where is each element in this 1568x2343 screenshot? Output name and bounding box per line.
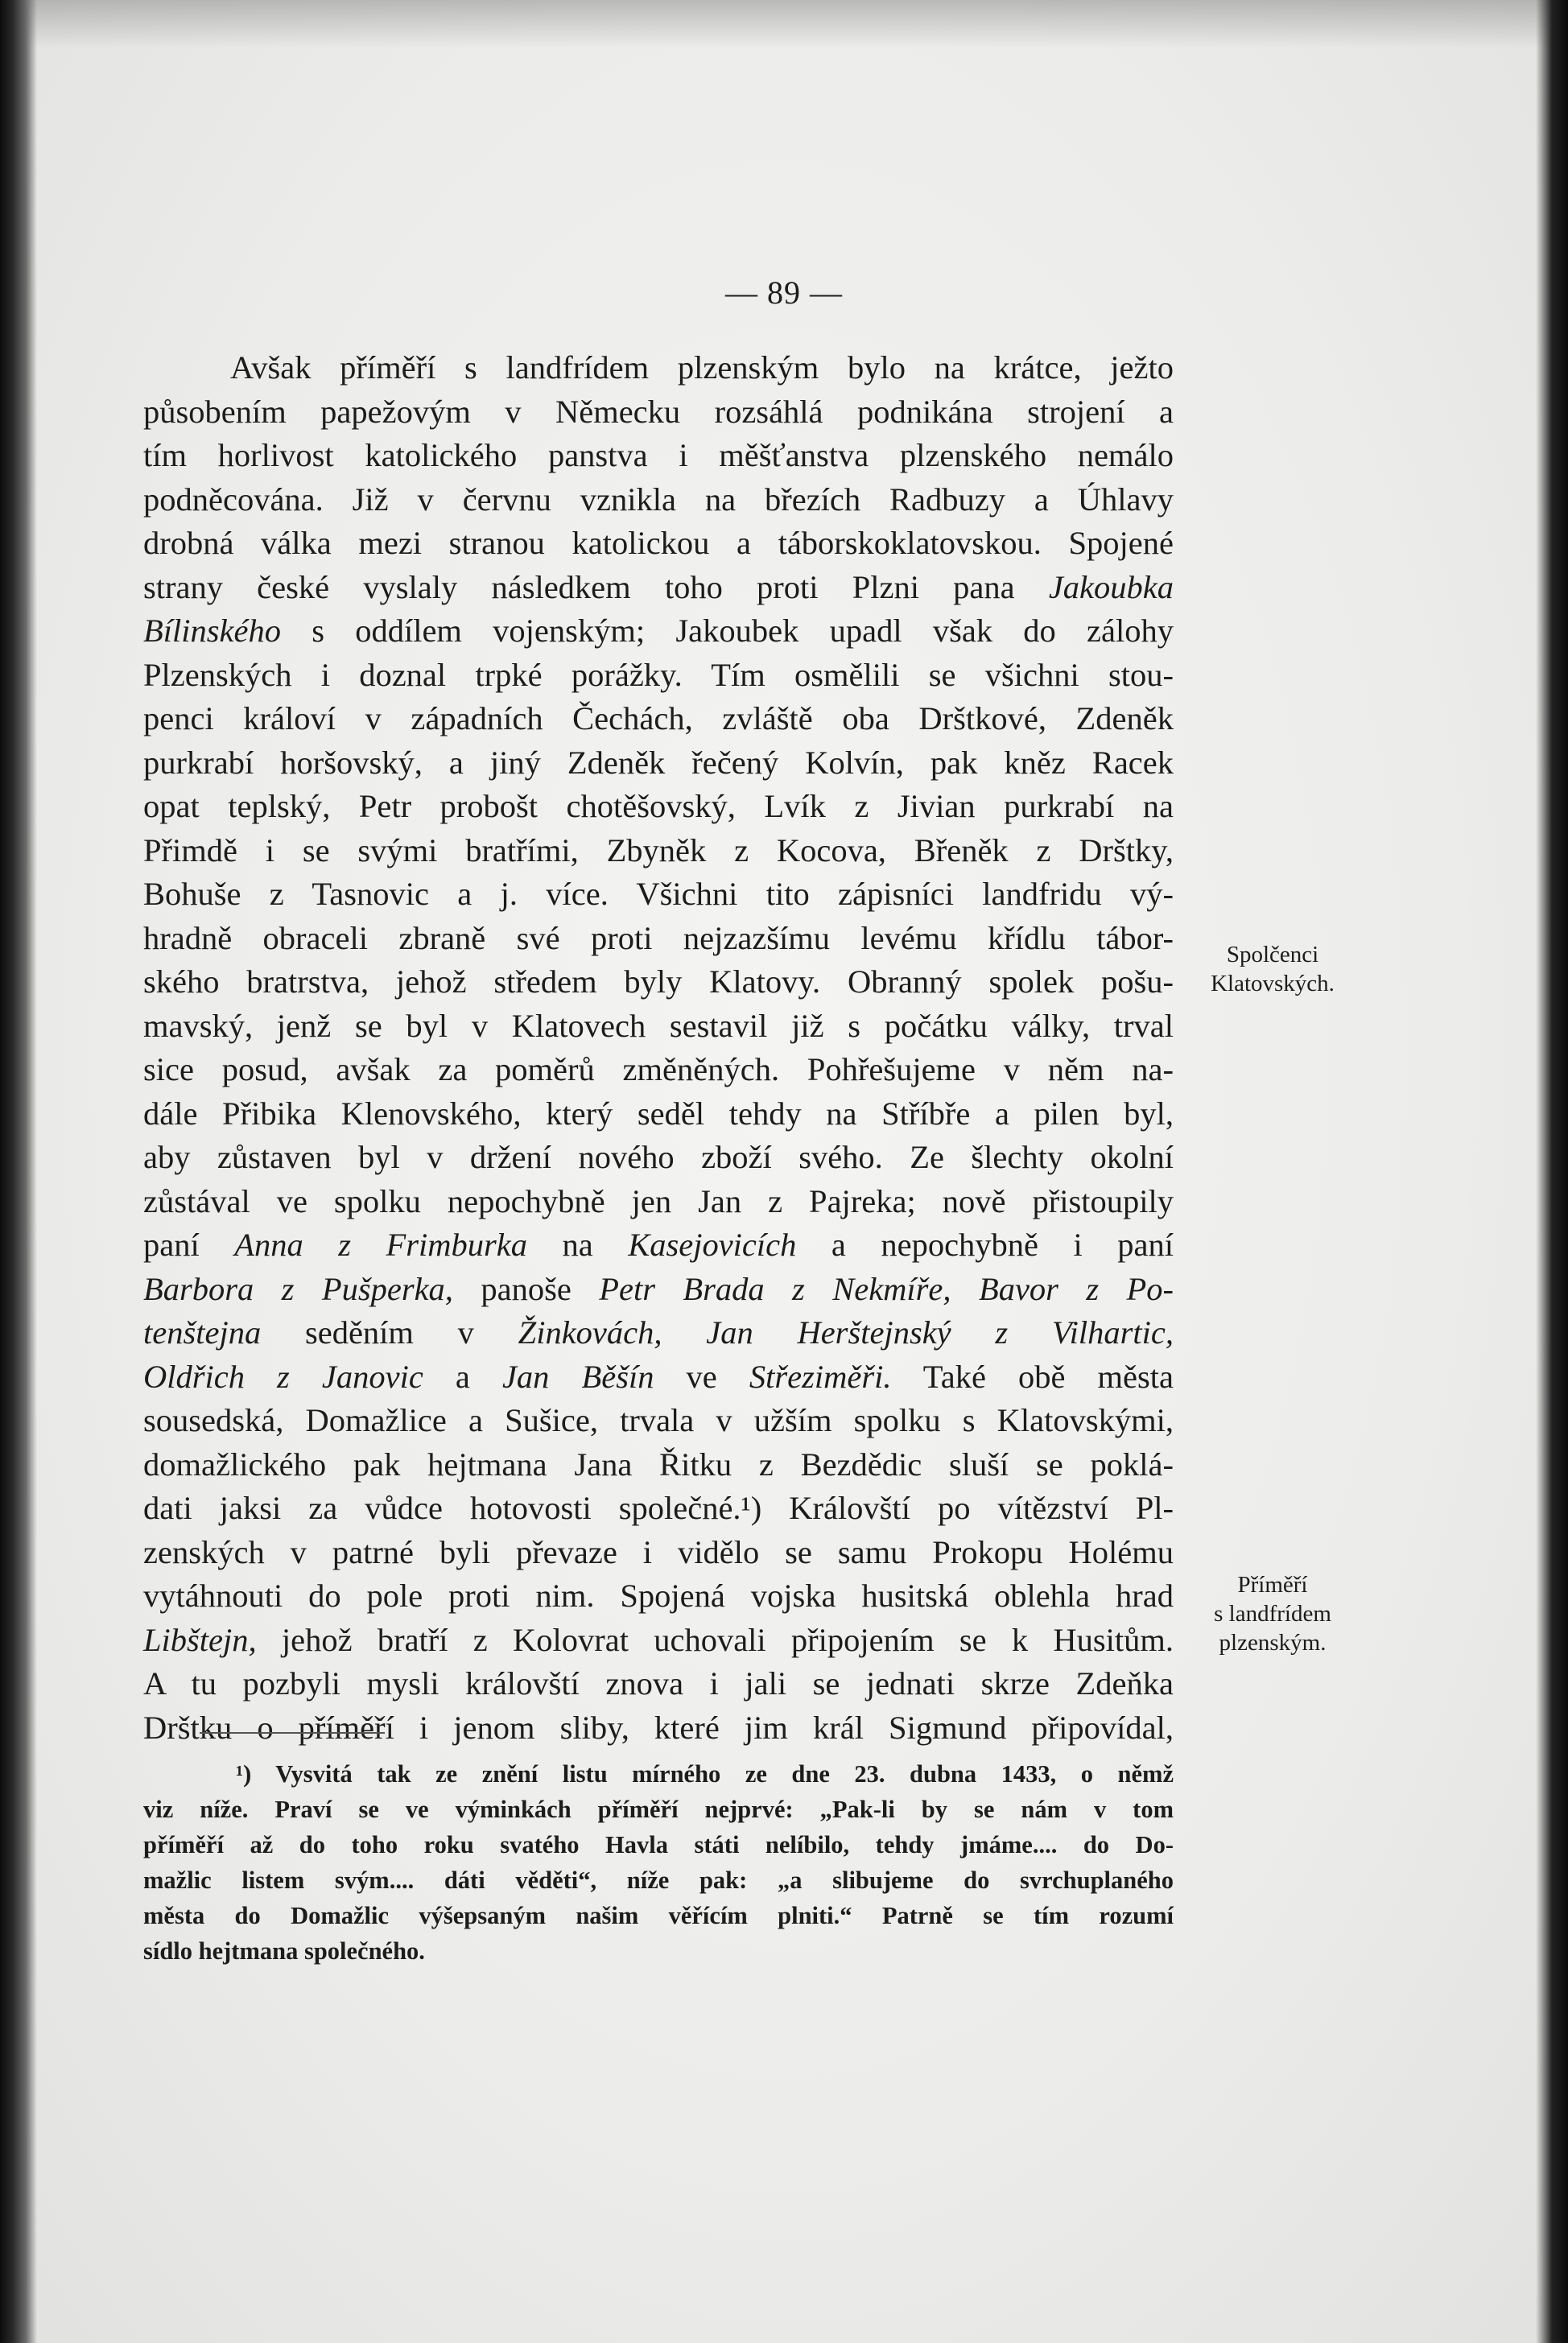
footnote-text: mažlic listem svým.... dáti věděti“, níže pak: „a slibujeme do svrchuplaného — [143, 1867, 1174, 1894]
person-name: Jan Běšín — [501, 1358, 654, 1395]
text-line — [143, 346, 1174, 390]
text-line — [143, 917, 1174, 961]
text-line — [143, 609, 1174, 654]
text-line — [143, 654, 1174, 698]
text-line — [143, 1092, 1174, 1136]
text-line — [143, 478, 1174, 522]
text-segment: ve — [654, 1358, 749, 1395]
text-line — [143, 1048, 1174, 1092]
text-segment: panoše — [452, 1270, 600, 1307]
margin-note-line: plzenským. — [1219, 1630, 1327, 1656]
person-name: Oldřich z Janovic — [143, 1358, 423, 1395]
text-line — [143, 1004, 1174, 1049]
text-segment: podněcována. Již v červnu vznikla na březích Radbuzy a Úhlavy — [143, 481, 1174, 518]
place-name: Libštejn, — [143, 1621, 257, 1658]
text-line — [143, 1311, 1174, 1355]
text-segment: Přimdě i se svými bratřími, Zbyněk z Kocova, Břeněk z Drštky, — [143, 831, 1174, 868]
text-segment: purkrabí horšovský, a jiný Zdeněk řečený Kolvín, pak kněz Racek — [143, 744, 1174, 781]
footnote-text: viz níže. Praví se ve výminkách příměří nejprvé: „Pak-li by se nám v tom — [143, 1796, 1174, 1823]
footnote-text: sídlo hejtmana společného. — [143, 1937, 425, 1965]
text-segment: Plzenských i doznal trpké porážky. Tím osmělili se všichni stou- — [143, 656, 1174, 693]
text-segment: tím horlivost katolického panstva i měšťanstva plzenského nemálo — [143, 437, 1174, 473]
text-line-content — [143, 1355, 1174, 1400]
text-segment: dále Přibika Klenovského, který seděl tehdy na Stříbře a pilen byl, — [143, 1095, 1174, 1132]
text-line-content — [143, 1619, 1174, 1663]
text-line — [143, 741, 1174, 786]
person-name: Jakoubka — [1048, 568, 1174, 605]
text-segment: seděním v — [261, 1314, 518, 1351]
text-segment: Také obě města — [891, 1358, 1174, 1395]
footnote-line — [143, 1792, 1174, 1827]
main-text — [143, 346, 1174, 1750]
text-line — [143, 1399, 1174, 1443]
text-line — [143, 1223, 1174, 1268]
scan-shadow-left — [0, 0, 37, 2343]
footnote-line — [143, 1756, 1174, 1792]
text-segment: hradně obraceli zbraně své proti nejzazšímu levému křídlu tábor- — [143, 919, 1174, 956]
text-line — [143, 960, 1174, 1004]
text-segment: penci královí v západních Čechách, zvláště oba Drštkové, Zdeněk — [143, 700, 1174, 736]
text-line — [143, 785, 1174, 829]
text-line — [143, 1531, 1174, 1575]
footnote-line — [143, 1862, 1174, 1898]
margin-note-primeri — [1180, 1570, 1365, 1657]
text-segment: Bohuše z Tasnovic a j. více. Všichni tito zápisníci landfridu vý- — [143, 876, 1174, 912]
footnotes — [143, 1756, 1174, 1969]
text-segment: paní — [143, 1227, 235, 1263]
footnote-line — [143, 1933, 1174, 1969]
text-segment: domažlického pak hejtmana Jana Řitku z Bezdědic sluší se poklá- — [143, 1446, 1174, 1483]
text-line-content — [143, 566, 1174, 610]
text-segment: a — [423, 1358, 502, 1395]
margin-note-line: s landfrídem — [1214, 1601, 1331, 1627]
text-line — [143, 1706, 1174, 1751]
text-segment: jehož bratří z Kolovrat uchovali připojením se k Husitům. — [256, 1621, 1174, 1658]
text-line — [143, 1662, 1174, 1706]
text-segment: s oddílem vojenským; Jakoubek upadl však do zálohy — [280, 613, 1174, 649]
text-segment: drobná válka mezi stranou katolickou a táborskoklatovskou. Spojené — [143, 525, 1174, 561]
text-line — [143, 872, 1174, 917]
text-line — [143, 1180, 1174, 1224]
person-name: Petr Brada z Nekmíře, Bavor z Po- — [599, 1270, 1174, 1307]
person-name: tenštejna — [143, 1314, 262, 1351]
margin-note-spolcenci — [1188, 940, 1357, 998]
text-segment: aby zůstaven byl v držení nového zboží svého. Ze šlechty okolní — [143, 1139, 1174, 1175]
text-segment: sousedská, Domažlice a Sušice, trvala v užším spolku s Klatovskými, — [143, 1402, 1174, 1438]
person-name: Žinkovách, Jan Herštejnský z Vilhartic, — [518, 1314, 1174, 1351]
text-segment: působením papežovým v Německu rozsáhlá podnikána strojení a — [143, 393, 1174, 430]
text-line — [143, 1574, 1174, 1619]
text-segment: dati jaksi za vůdce hotovosti společné.¹) Královští po vítězství Pl- — [143, 1490, 1174, 1526]
text-segment: na — [526, 1227, 629, 1263]
text-segment: A tu pozbyli mysli královští znova i jali se jednati skrze Zdeňka — [143, 1665, 1174, 1702]
footnote-line — [143, 1827, 1174, 1862]
text-line — [143, 1268, 1174, 1312]
text-segment: zůstával ve spolku nepochybně jen Jan z Pajreka; nově přistoupily — [143, 1182, 1174, 1219]
place-name: Střeziměři. — [749, 1358, 892, 1395]
text-line-content — [143, 1223, 1174, 1268]
text-segment: vytáhnouti do pole proti nim. Spojená vojska husitská oblehla hrad — [143, 1578, 1174, 1614]
text-line — [143, 1355, 1174, 1400]
text-line-content — [143, 609, 1174, 654]
person-name: Bílinského — [143, 613, 281, 649]
text-line-content — [143, 1311, 1174, 1355]
person-name: Barbora z Pušperka, — [143, 1270, 453, 1307]
text-line — [143, 829, 1174, 873]
text-line — [143, 1443, 1174, 1487]
text-segment: sice posud, avšak za poměrů změněných. Pohřešujeme v něm na- — [143, 1051, 1174, 1087]
text-line — [143, 390, 1174, 435]
footnote-line — [143, 1898, 1174, 1933]
text-segment: zenských v patrné byli převaze i vidělo se samu Prokopu Holému — [143, 1533, 1174, 1570]
text-line — [143, 1487, 1174, 1531]
text-segment: Drštku o příměří i jenom sliby, které jim král Sigmund připovídal, — [143, 1709, 1174, 1746]
margin-note-line: Příměří — [1237, 1572, 1308, 1598]
text-line — [143, 434, 1174, 478]
text-segment: mavský, jenž se byl v Klatovech sestavil již s počátku války, trval — [143, 1007, 1174, 1044]
footnote-divider — [200, 1732, 385, 1734]
footnote-text: města do Domažlic výšepsaným našim věřícím plniti.“ Patrně se tím rozumí — [143, 1902, 1174, 1929]
text-segment: ského bratrstva, jehož středem byly Klatovy. Obranný spolek pošu- — [143, 963, 1174, 1000]
text-line-content — [143, 1268, 1174, 1312]
text-segment: Avšak příměří s landfrídem plzenským bylo na krátce, ježto — [230, 349, 1174, 386]
page-number: — 89 — — [725, 274, 843, 311]
text-line — [143, 566, 1174, 610]
scan-shadow-right — [1536, 0, 1568, 2343]
footnote-text: ¹) Vysvitá tak ze znění listu mírného ze dne 23. dubna 1433, o němž — [236, 1760, 1174, 1788]
margin-note-line: Klatovských. — [1211, 971, 1335, 996]
person-name: Anna z Frimburka — [234, 1227, 527, 1263]
margin-note-line: Spolčenci — [1226, 942, 1319, 967]
text-segment: strany české vyslaly následkem toho proti Plzni pana — [143, 568, 1049, 605]
text-line — [143, 522, 1174, 566]
scan-shadow-top — [0, 0, 1568, 48]
text-line — [143, 697, 1174, 741]
footnote-text: příměří až do toho roku svatého Havla státi nelíbilo, tehdy jmáme.... do Do- — [143, 1831, 1174, 1858]
text-segment: a nepochybně i paní — [796, 1227, 1174, 1263]
text-line — [143, 1136, 1174, 1180]
text-segment: opat teplský, Petr probošt chotěšovský, Lvík z Jivian purkrabí na — [143, 788, 1174, 824]
text-line — [143, 1619, 1174, 1663]
place-name: Kasejovicích — [628, 1227, 797, 1263]
